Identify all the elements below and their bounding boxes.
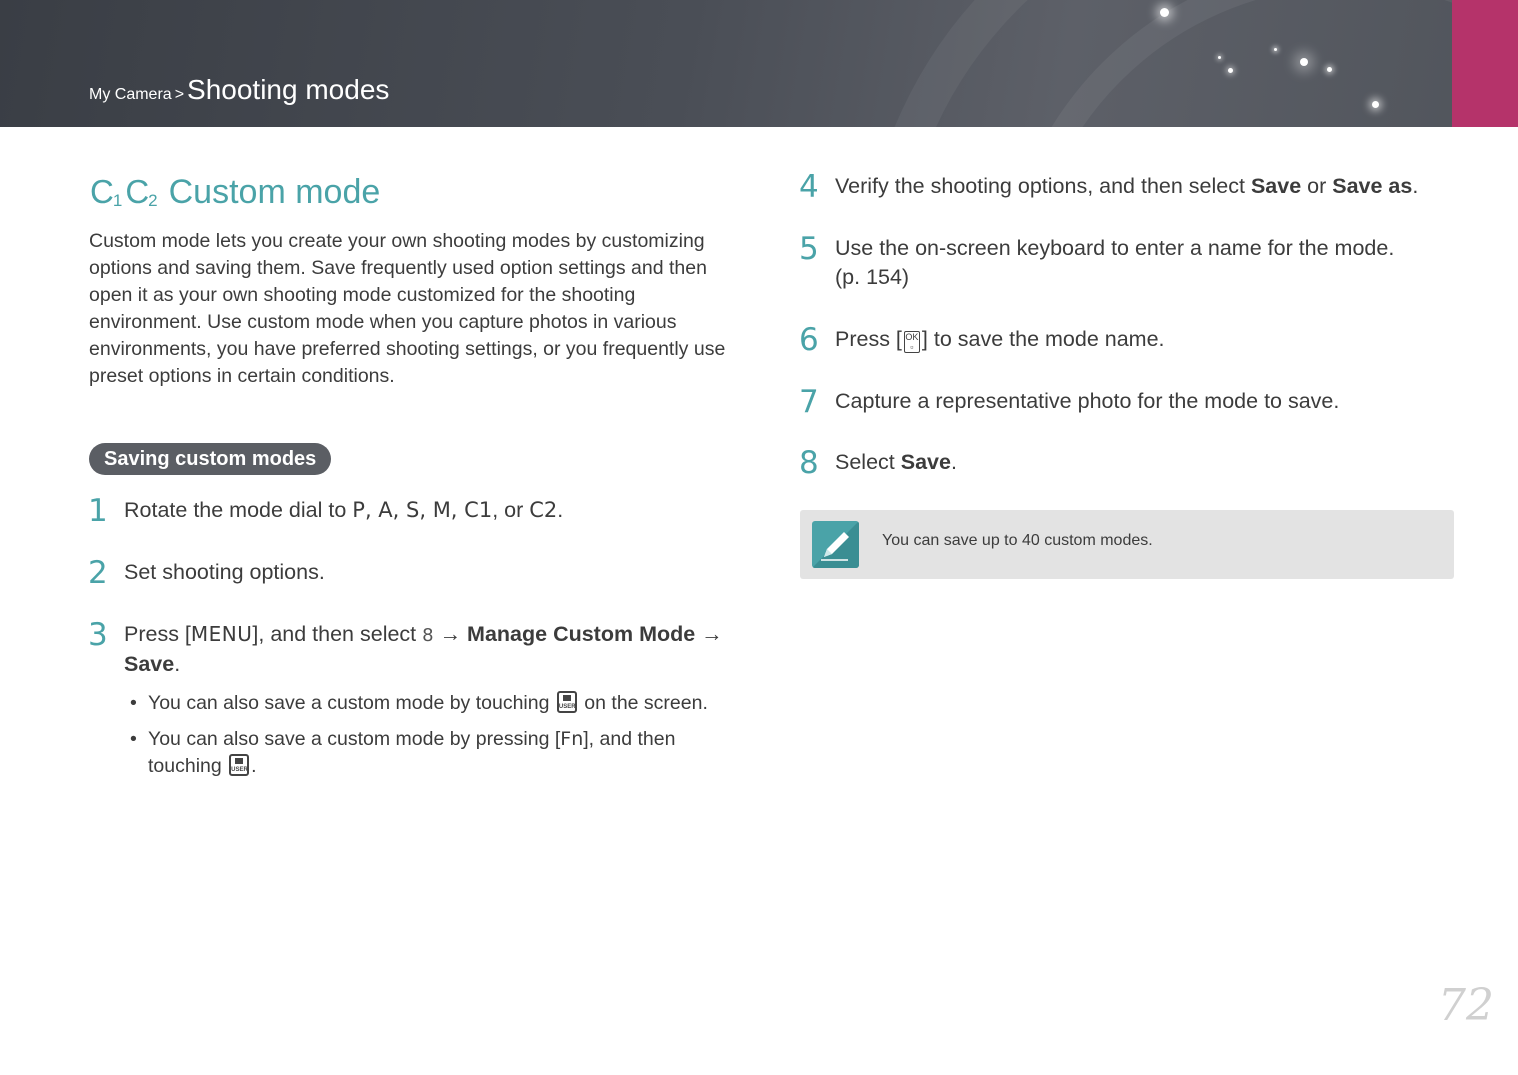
step-number: 8 <box>799 445 819 481</box>
list-item: • You can also save a custom mode by touching USER on the screen. <box>130 690 708 717</box>
page-header <box>0 0 1518 127</box>
list-item: • You can also save a custom mode by pressing [Fn], and then touching USER. <box>130 726 708 780</box>
header-light-dot <box>1372 101 1379 108</box>
step-number: 1 <box>88 493 108 529</box>
header-color-tab <box>1452 0 1518 127</box>
mode-dial-modes: P, A, S, M, C1 <box>352 498 493 522</box>
ok-icon: OK ▫ <box>905 332 919 352</box>
header-light-dot <box>1300 58 1308 66</box>
section-title-text: Custom mode <box>168 172 381 211</box>
mode-c2-icon: C2 <box>529 498 558 522</box>
breadcrumb-parent[interactable]: My Camera <box>89 86 172 103</box>
step-number: 3 <box>88 617 108 653</box>
step-7 <box>799 384 1455 420</box>
header-light-dot <box>1218 56 1221 59</box>
step-text: Select Save. <box>835 450 957 474</box>
breadcrumb <box>89 74 389 106</box>
page-reference: (p. 154) <box>835 265 910 289</box>
fn-key-icon: Fn <box>560 728 584 750</box>
header-light-dot <box>1228 68 1233 73</box>
step-text: Rotate the mode dial to P, A, S, M, C1, or C2. <box>124 498 564 522</box>
step-number: 5 <box>799 231 819 267</box>
breadcrumb-current: Shooting modes <box>187 74 390 105</box>
step-text: Use the on-screen keyboard to enter a name for the mode. (p. 154) <box>835 236 1395 289</box>
note-box <box>800 510 1454 579</box>
step-text: Press [ OK ▫ ] to save the mode name. <box>835 327 1165 352</box>
page-number: 72 <box>1438 980 1494 1031</box>
menu-key-icon: MENU <box>190 622 253 646</box>
step-text: Set shooting options. <box>124 560 325 584</box>
user-save-icon <box>229 754 249 776</box>
step-number: 6 <box>799 322 819 358</box>
step-3 <box>88 617 740 679</box>
header-light-dot <box>1274 48 1277 51</box>
step-3-bullets <box>130 690 708 789</box>
step-number: 4 <box>799 169 819 205</box>
step-number: 2 <box>88 555 108 591</box>
step-number: 7 <box>799 384 819 420</box>
step-text: Verify the shooting options, and then select Save or Save as. <box>835 174 1419 198</box>
step-5 <box>799 231 1455 292</box>
subsection-label: Saving custom modes <box>89 443 331 475</box>
header-light-dot <box>1160 8 1169 17</box>
section-title <box>90 170 380 214</box>
custom-mode-2-icon: $C_2$ <box>125 173 157 210</box>
step-text: Capture a representative photo for the mode to save. <box>835 389 1340 413</box>
header-light-dot <box>1327 67 1332 72</box>
step-text: Press [MENU], and then select 8 → Manage Custom Mode → Save. <box>124 622 723 676</box>
custom-menu-icon: 8 <box>422 625 434 646</box>
pencil-note-icon <box>812 521 859 568</box>
step-8 <box>799 445 1455 481</box>
step-2 <box>88 555 740 591</box>
breadcrumb-separator: > <box>174 86 185 103</box>
custom-mode-1-icon: $C_1$ <box>90 173 122 210</box>
step-4 <box>799 169 1455 205</box>
section-intro: Custom mode lets you create your own shooting modes by customizing options and saving them. Save frequently used option settings and then open it as your own shooting mode customized for the shooting environment. Use custom mode when you capture photos in various environments, you have preferred shooting settings, or you frequently use preset options in certain conditions. <box>89 230 726 387</box>
step-1 <box>88 493 740 529</box>
note-text: You can save up to 40 custom modes. <box>882 532 1153 549</box>
step-6 <box>799 322 1455 358</box>
user-save-icon <box>557 691 577 713</box>
